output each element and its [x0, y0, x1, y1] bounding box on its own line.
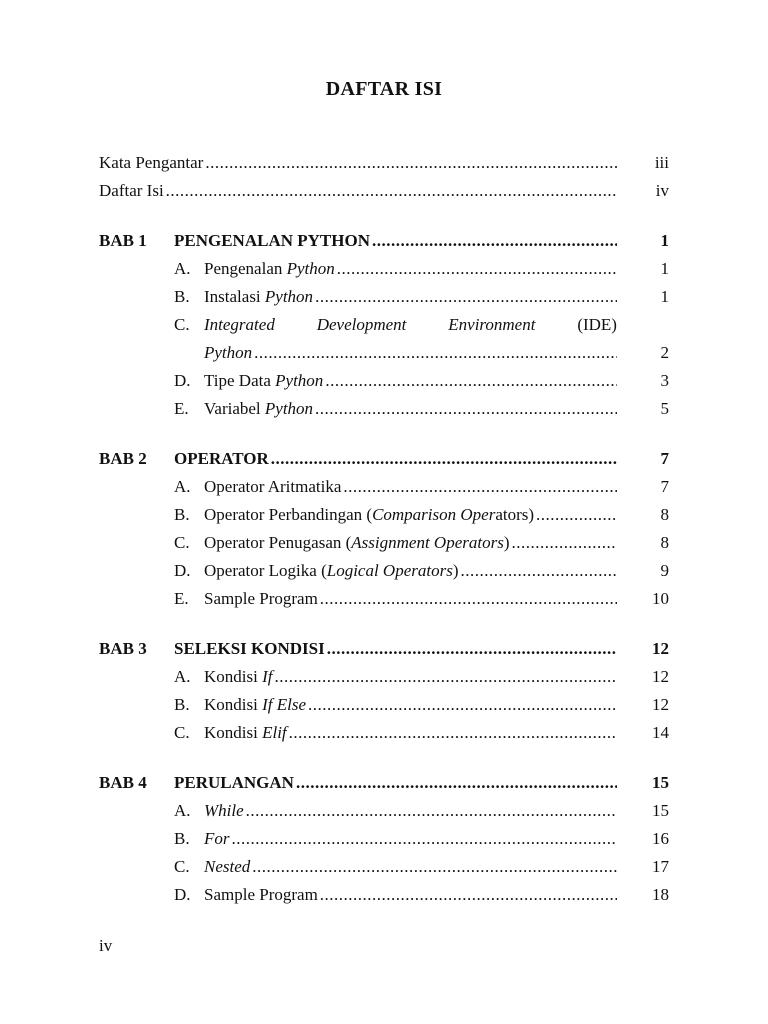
leader-dots	[166, 180, 617, 202]
entry-plain: SELEKSI KONDISI	[174, 639, 325, 658]
leader-dots	[315, 286, 617, 308]
page-ref: 18	[652, 885, 669, 904]
entry-italic: Logical Operators	[326, 561, 453, 580]
entry-text	[204, 722, 287, 744]
leader-dots	[254, 342, 617, 364]
entry-plain: Operator Aritmatika	[204, 477, 342, 496]
item-letter: B.	[174, 505, 190, 524]
entry-plain: Variabel	[204, 399, 265, 418]
leader-dots	[289, 722, 617, 744]
leader-dots	[327, 638, 617, 660]
toc-entry	[204, 856, 617, 878]
entry-text	[174, 638, 325, 660]
word: Development	[316, 315, 407, 334]
toc-row	[99, 772, 669, 794]
toc-row	[99, 314, 669, 336]
leader-dots	[343, 476, 617, 498]
entry-italic: Python	[264, 399, 314, 418]
item-letter: A.	[174, 801, 191, 820]
entry-text	[204, 856, 250, 878]
item-letter: A.	[174, 259, 191, 278]
chapter-number: BAB 3	[99, 639, 147, 658]
toc-row	[99, 342, 669, 364]
entry-plain: Kondisi	[204, 723, 263, 742]
toc-entry	[99, 180, 617, 202]
entry-plain: Sample Program	[204, 589, 318, 608]
entry-italic: Python	[264, 287, 314, 306]
toc-row	[99, 370, 669, 392]
page-ref: 12	[652, 667, 669, 686]
page-ref: 1	[660, 231, 669, 250]
entry-plain: Operator Logika (	[204, 561, 327, 580]
entry-plain: Kata Pengantar	[99, 153, 204, 172]
toc-row	[99, 398, 669, 420]
toc-entry	[204, 828, 617, 850]
leader-dots	[511, 532, 617, 554]
entry-plain: )	[452, 561, 459, 580]
entry-plain: Pengenalan	[204, 259, 287, 278]
leader-dots	[337, 258, 617, 280]
entry-text	[204, 342, 252, 364]
chapter-number: BAB 1	[99, 231, 147, 250]
toc-row	[99, 828, 669, 850]
leader-dots	[372, 230, 617, 252]
toc-row	[99, 666, 669, 688]
toc-row	[99, 532, 669, 554]
entry-text	[99, 152, 203, 174]
entry-plain: Operator Penugasan (	[204, 533, 352, 552]
leader-dots	[308, 694, 617, 716]
entry-italic: Elif	[262, 723, 287, 742]
toc-row	[99, 258, 669, 280]
toc-row	[99, 230, 669, 252]
toc-entry	[174, 638, 617, 660]
word: (IDE)	[577, 315, 617, 334]
toc-entry	[204, 258, 617, 280]
entry-italic: Python	[275, 371, 324, 390]
toc-row	[99, 476, 669, 498]
leader-dots	[246, 800, 617, 822]
toc-entry	[204, 476, 617, 498]
entry-plain: Tipe Data	[204, 371, 276, 390]
toc-row	[99, 286, 669, 308]
leader-dots	[325, 370, 617, 392]
entry-plain: PENGENALAN PYTHON	[174, 231, 370, 250]
toc-entry	[204, 370, 617, 392]
entry-italic: If	[262, 667, 273, 686]
entry-text	[204, 532, 509, 554]
entry-text	[99, 180, 164, 202]
item-letter: D.	[174, 371, 191, 390]
page-ref: 8	[660, 533, 669, 552]
page-ref: iv	[655, 181, 669, 200]
toc-row	[99, 722, 669, 744]
toc-row	[99, 180, 669, 202]
item-letter: A.	[174, 667, 191, 686]
toc-entry	[204, 694, 617, 716]
toc-entry	[204, 286, 617, 308]
item-letter: A.	[174, 477, 191, 496]
page-title: DAFTAR ISI	[325, 78, 443, 100]
toc-entry	[204, 342, 617, 364]
word: Environment	[448, 315, 536, 334]
entry-text	[204, 588, 318, 610]
toc-row	[99, 448, 669, 470]
page-ref: 12	[652, 639, 669, 658]
page-ref: 1	[660, 259, 669, 278]
entry-italic: Python	[204, 343, 253, 362]
toc-entry	[99, 152, 617, 174]
toc-row	[99, 856, 669, 878]
entry-text	[204, 286, 313, 308]
toc-entry	[204, 884, 617, 906]
entry-plain: Daftar Isi	[99, 181, 164, 200]
entry-italic: Python	[286, 259, 335, 278]
entry-text	[204, 398, 313, 420]
toc-entry	[204, 666, 617, 688]
entry-italic: If Else	[262, 695, 306, 714]
page-ref: 10	[652, 589, 669, 608]
toc-entry	[204, 504, 617, 526]
entry-plain: Sample Program	[204, 885, 318, 904]
toc-row	[99, 152, 669, 174]
entry-text	[174, 448, 269, 470]
leader-dots	[232, 828, 618, 850]
item-letter: C.	[174, 533, 190, 552]
entry-italic: Assignment Operators	[351, 533, 504, 552]
entry-text	[204, 504, 534, 526]
entry-text	[204, 828, 230, 850]
item-letter: E.	[174, 399, 189, 418]
entry-plain: )	[503, 533, 510, 552]
toc-row	[99, 588, 669, 610]
page-ref: 2	[660, 343, 669, 362]
entry-text	[204, 666, 272, 688]
entry-text	[204, 370, 323, 392]
entry-italic: Comparison Oper	[372, 505, 496, 524]
page-ref: 1	[660, 287, 669, 306]
entry-text	[204, 258, 335, 280]
word: Integrated	[204, 315, 275, 334]
entry-text	[174, 772, 294, 794]
entry-italic: Nested	[204, 857, 251, 876]
page-number: iv	[99, 936, 113, 955]
leader-dots	[461, 560, 618, 582]
toc-entry	[204, 560, 617, 582]
toc-entry	[174, 230, 617, 252]
toc-row	[99, 638, 669, 660]
page-ref: 12	[652, 695, 669, 714]
entry-plain: Instalasi	[204, 287, 265, 306]
leader-dots	[536, 504, 617, 526]
entry-plain: OPERATOR	[174, 449, 269, 468]
justified-line	[204, 314, 617, 336]
toc-row	[99, 560, 669, 582]
entry-text	[174, 230, 370, 252]
chapter-number: BAB 4	[99, 773, 147, 792]
item-letter: B.	[174, 829, 190, 848]
toc-row	[99, 884, 669, 906]
entry-plain: PERULANGAN	[174, 773, 294, 792]
entry-text	[204, 694, 306, 716]
leader-dots	[296, 772, 617, 794]
toc-entry	[204, 722, 617, 744]
page-ref: 7	[660, 477, 669, 496]
toc-entry	[204, 588, 617, 610]
entry-text	[204, 476, 341, 498]
leader-dots	[320, 884, 617, 906]
page-ref: 3	[660, 371, 669, 390]
page-ref: iii	[654, 153, 669, 172]
page-ref: 8	[660, 505, 669, 524]
entry-italic: While	[204, 801, 244, 820]
chapter-number: BAB 2	[99, 449, 147, 468]
entry-plain: Kondisi	[204, 667, 263, 686]
entry-plain: ators)	[495, 505, 535, 524]
leader-dots	[274, 666, 617, 688]
toc-entry	[174, 772, 617, 794]
item-letter: C.	[174, 315, 190, 334]
page-ref: 14	[652, 723, 669, 742]
toc-entry	[204, 532, 617, 554]
page-ref: 16	[652, 829, 669, 848]
item-letter: D.	[174, 885, 191, 904]
page-ref: 7	[660, 449, 669, 468]
toc-entry	[174, 448, 617, 470]
entry-text	[204, 800, 244, 822]
page-ref: 15	[652, 773, 669, 792]
page-ref: 9	[660, 561, 669, 580]
item-letter: C.	[174, 857, 190, 876]
leader-dots	[271, 448, 617, 470]
item-letter: B.	[174, 695, 190, 714]
toc-entry	[204, 398, 617, 420]
toc-row	[99, 800, 669, 822]
toc-entry	[204, 800, 617, 822]
item-letter: B.	[174, 287, 190, 306]
page-ref: 15	[652, 801, 669, 820]
item-letter: C.	[174, 723, 190, 742]
leader-dots	[205, 152, 617, 174]
entry-text	[204, 560, 459, 582]
item-letter: D.	[174, 561, 191, 580]
leader-dots	[320, 588, 617, 610]
entry-plain: Kondisi	[204, 695, 263, 714]
page-ref: 17	[652, 857, 669, 876]
entry-plain: Operator Perbandingan (	[204, 505, 373, 524]
leader-dots	[315, 398, 617, 420]
leader-dots	[252, 856, 617, 878]
entry-text	[204, 884, 318, 906]
page-ref: 5	[660, 399, 669, 418]
item-letter: E.	[174, 589, 189, 608]
toc-row	[99, 694, 669, 716]
toc-row	[99, 504, 669, 526]
entry-italic: For	[204, 829, 230, 848]
